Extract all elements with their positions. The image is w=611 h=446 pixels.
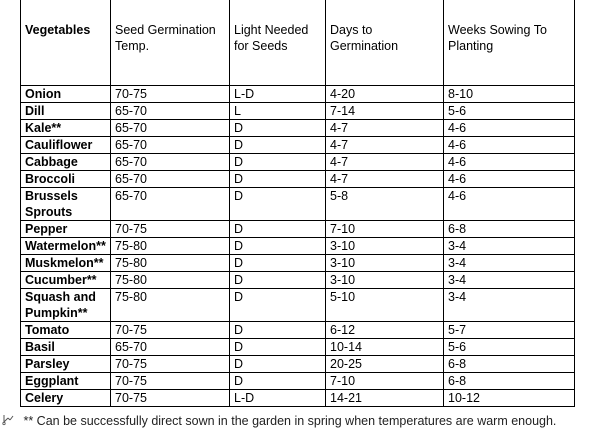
cell-light-needed: D bbox=[230, 154, 326, 171]
cell-light-needed: D bbox=[230, 137, 326, 154]
cell-weeks-sowing: 5-6 bbox=[444, 339, 575, 356]
cell-germination-temp: 65-70 bbox=[111, 339, 230, 356]
cell-weeks-sowing: 6-8 bbox=[444, 221, 575, 238]
cell-germination-temp: 70-75 bbox=[111, 373, 230, 390]
table-body bbox=[21, 86, 575, 407]
table-row bbox=[21, 103, 575, 120]
cell-days-to-germination: 20-25 bbox=[326, 356, 444, 373]
cell-days-to-germination: 3-10 bbox=[326, 255, 444, 272]
cell-days-to-germination: 7-14 bbox=[326, 103, 444, 120]
cell-vegetable: Tomato bbox=[21, 322, 111, 339]
cell-weeks-sowing: 10-12 bbox=[444, 390, 575, 407]
table-row bbox=[21, 171, 575, 188]
column-header-weeks-sowing: Weeks Sowing To Planting bbox=[444, 0, 575, 86]
cell-light-needed: D bbox=[230, 322, 326, 339]
cell-vegetable: Watermelon** bbox=[21, 238, 111, 255]
cell-vegetable: Cucumber** bbox=[21, 272, 111, 289]
cell-days-to-germination: 14-21 bbox=[326, 390, 444, 407]
cell-weeks-sowing: 8-10 bbox=[444, 86, 575, 103]
cell-germination-temp: 75-80 bbox=[111, 289, 230, 322]
cell-light-needed: D bbox=[230, 221, 326, 238]
cell-light-needed: D bbox=[230, 356, 326, 373]
cell-weeks-sowing: 3-4 bbox=[444, 272, 575, 289]
cell-light-needed: D bbox=[230, 289, 326, 322]
cell-germination-temp: 70-75 bbox=[111, 221, 230, 238]
cell-days-to-germination: 4-7 bbox=[326, 120, 444, 137]
cell-weeks-sowing: 5-6 bbox=[444, 103, 575, 120]
cell-germination-temp: 75-80 bbox=[111, 272, 230, 289]
table-row bbox=[21, 356, 575, 373]
table-row bbox=[21, 221, 575, 238]
cell-vegetable: Celery bbox=[21, 390, 111, 407]
cell-germination-temp: 70-75 bbox=[111, 390, 230, 407]
cell-weeks-sowing: 4-6 bbox=[444, 188, 575, 221]
cell-vegetable: Cabbage bbox=[21, 154, 111, 171]
cell-light-needed: L bbox=[230, 103, 326, 120]
table-row bbox=[21, 154, 575, 171]
table-row bbox=[21, 86, 575, 103]
cell-days-to-germination: 4-7 bbox=[326, 137, 444, 154]
table-row bbox=[21, 390, 575, 407]
cell-light-needed: D bbox=[230, 373, 326, 390]
footnote-text: ** Can be successfully direct sown in the garden in spring when temperatures are warm enough. bbox=[23, 414, 557, 428]
column-header-light-needed: Light Needed for Seeds bbox=[230, 0, 326, 86]
cell-days-to-germination: 4-7 bbox=[326, 171, 444, 188]
cell-germination-temp: 65-70 bbox=[111, 120, 230, 137]
cell-light-needed: D bbox=[230, 272, 326, 289]
cell-vegetable: Squash and Pumpkin** bbox=[21, 289, 111, 322]
cell-light-needed: D bbox=[230, 188, 326, 221]
cell-weeks-sowing: 3-4 bbox=[444, 238, 575, 255]
cell-weeks-sowing: 4-6 bbox=[444, 137, 575, 154]
table-row bbox=[21, 120, 575, 137]
cell-days-to-germination: 3-10 bbox=[326, 272, 444, 289]
cell-vegetable: Muskmelon** bbox=[21, 255, 111, 272]
cell-weeks-sowing: 6-8 bbox=[444, 373, 575, 390]
table-row bbox=[21, 137, 575, 154]
cell-vegetable: Basil bbox=[21, 339, 111, 356]
anchor-icon bbox=[2, 414, 16, 426]
cell-light-needed: L-D bbox=[230, 390, 326, 407]
table-row bbox=[21, 373, 575, 390]
cell-germination-temp: 65-70 bbox=[111, 103, 230, 120]
cell-days-to-germination: 4-7 bbox=[326, 154, 444, 171]
cell-germination-temp: 75-80 bbox=[111, 238, 230, 255]
cell-germination-temp: 65-70 bbox=[111, 154, 230, 171]
cell-vegetable: Cauliflower bbox=[21, 137, 111, 154]
cell-vegetable: Pepper bbox=[21, 221, 111, 238]
table-row bbox=[21, 272, 575, 289]
cell-light-needed: D bbox=[230, 238, 326, 255]
table-row bbox=[21, 238, 575, 255]
cell-light-needed: D bbox=[230, 339, 326, 356]
cell-days-to-germination: 3-10 bbox=[326, 238, 444, 255]
cell-germination-temp: 75-80 bbox=[111, 255, 230, 272]
cell-days-to-germination: 4-20 bbox=[326, 86, 444, 103]
column-header-germination-temp: Seed Germination Temp. bbox=[111, 0, 230, 86]
table-row bbox=[21, 322, 575, 339]
table-row bbox=[21, 255, 575, 272]
cell-days-to-germination: 7-10 bbox=[326, 373, 444, 390]
cell-vegetable: Eggplant bbox=[21, 373, 111, 390]
cell-vegetable: Kale** bbox=[21, 120, 111, 137]
table-row bbox=[21, 339, 575, 356]
cell-germination-temp: 70-75 bbox=[111, 86, 230, 103]
cell-vegetable: Onion bbox=[21, 86, 111, 103]
footnote bbox=[2, 414, 556, 428]
cell-vegetable: Dill bbox=[21, 103, 111, 120]
cell-germination-temp: 65-70 bbox=[111, 171, 230, 188]
cell-weeks-sowing: 4-6 bbox=[444, 171, 575, 188]
cell-vegetable: Brussels Sprouts bbox=[21, 188, 111, 221]
cell-germination-temp: 70-75 bbox=[111, 356, 230, 373]
cell-weeks-sowing: 3-4 bbox=[444, 289, 575, 322]
vegetable-table bbox=[20, 0, 575, 407]
column-header-days-to-germination: Days to Germination bbox=[326, 0, 444, 86]
cell-light-needed: D bbox=[230, 120, 326, 137]
cell-weeks-sowing: 3-4 bbox=[444, 255, 575, 272]
table-row bbox=[21, 289, 575, 322]
cell-days-to-germination: 6-12 bbox=[326, 322, 444, 339]
cell-light-needed: D bbox=[230, 255, 326, 272]
cell-vegetable: Parsley bbox=[21, 356, 111, 373]
cell-light-needed: D bbox=[230, 171, 326, 188]
cell-weeks-sowing: 6-8 bbox=[444, 356, 575, 373]
cell-weeks-sowing: 4-6 bbox=[444, 120, 575, 137]
cell-germination-temp: 70-75 bbox=[111, 322, 230, 339]
cell-days-to-germination: 10-14 bbox=[326, 339, 444, 356]
cell-days-to-germination: 5-10 bbox=[326, 289, 444, 322]
cell-germination-temp: 65-70 bbox=[111, 137, 230, 154]
cell-weeks-sowing: 5-7 bbox=[444, 322, 575, 339]
table-row bbox=[21, 188, 575, 221]
cell-days-to-germination: 5-8 bbox=[326, 188, 444, 221]
cell-days-to-germination: 7-10 bbox=[326, 221, 444, 238]
cell-light-needed: L-D bbox=[230, 86, 326, 103]
cell-vegetable: Broccoli bbox=[21, 171, 111, 188]
cell-weeks-sowing: 4-6 bbox=[444, 154, 575, 171]
table-header-row bbox=[21, 0, 575, 86]
column-header-vegetables: Vegetables bbox=[21, 0, 111, 86]
cell-germination-temp: 65-70 bbox=[111, 188, 230, 221]
